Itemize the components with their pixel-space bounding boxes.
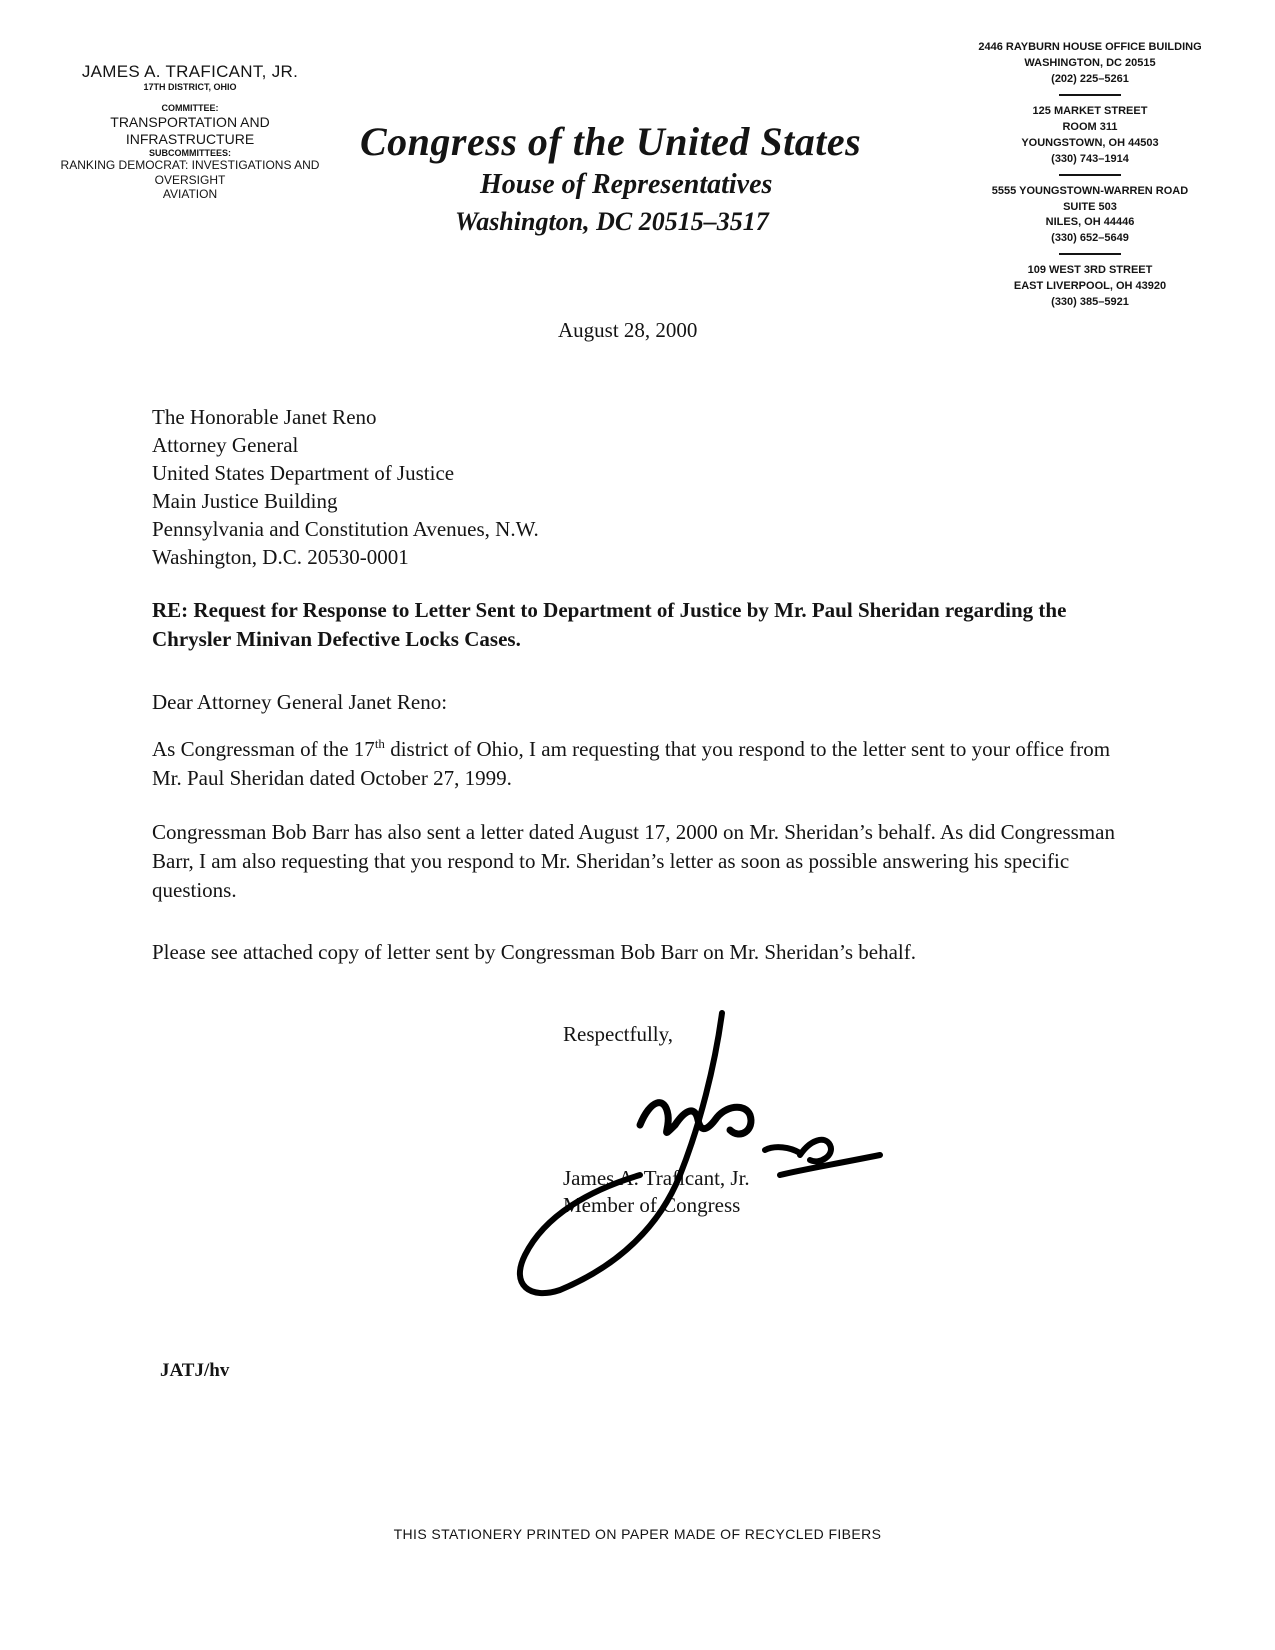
letterhead-house: House of Representatives — [480, 169, 773, 200]
body-paragraph-2: Congressman Bob Barr has also sent a letter dated August 17, 2000 on Mr. Sheridan’s behalf. As did Congressman Barr, I am also requesting that you respond to Mr. Sheridan’s letter as soon as possible answering his specific questions. — [152, 820, 1115, 902]
office-youngstown — [940, 104, 1240, 168]
office-line: 109 WEST 3RD STREET — [1027, 264, 1153, 277]
footer-note: THIS STATIONERY PRINTED ON PAPER MADE OF RECYCLED FIBERS — [393, 1526, 882, 1542]
body-paragraph-3: Please see attached copy of letter sent by Congressman Bob Barr on Mr. Sheridan’s behalf. — [152, 940, 916, 964]
office-line: 125 MARKET STREET — [1032, 104, 1148, 117]
office-line: WASHINGTON, DC 20515 — [1024, 56, 1156, 69]
subject-line: RE: Request for Response to Letter Sent to Department of Justice by Mr. Paul Sheridan regarding the Chrysler Minivan Defective Locks Cases. — [152, 598, 1067, 652]
typist-initials: JATJ/hv — [160, 1360, 230, 1381]
salutation: Dear Attorney General Janet Reno: — [152, 690, 448, 714]
recipient-line: Pennsylvania and Constitution Avenues, N.W. — [152, 516, 539, 541]
committee-name: TRANSPORTATION AND INFRASTRUCTURE — [110, 113, 270, 147]
signer-title: Member of Congress — [563, 1193, 741, 1218]
office-line: (330) 743–1914 — [1051, 152, 1129, 165]
office-line: SUITE 503 — [1063, 200, 1117, 213]
letterhead-title: Congress of the United States — [360, 119, 862, 164]
office-divider — [1059, 253, 1121, 255]
office-washington — [940, 40, 1240, 88]
member-block — [50, 62, 330, 202]
signer-name: James A. Traficant, Jr. — [563, 1166, 750, 1190]
office-niles — [940, 184, 1240, 248]
body-paragraph-1 — [152, 735, 1132, 793]
office-line: NILES, OH 44446 — [1045, 216, 1135, 229]
ordinal-suffix: th — [374, 736, 385, 751]
office-line: (330) 652–5649 — [1051, 232, 1129, 245]
para1-text-end: district of Ohio, I am requesting that you respond to the letter sent to your office from Mr. Paul Sheridan dated October 27, 1999. — [152, 737, 1111, 790]
recipient-line: Attorney General — [152, 432, 299, 457]
subcommittees-label: SUBCOMMITTEES: — [149, 147, 231, 158]
member-district: 17TH DISTRICT, OHIO — [143, 82, 237, 93]
recipient-address — [152, 404, 539, 572]
closing: Respectfully, — [563, 1022, 674, 1046]
office-line: (330) 385–5921 — [1051, 296, 1129, 309]
letter-date: August 28, 2000 — [558, 318, 698, 342]
handwritten-signature — [500, 1005, 920, 1305]
office-east-liverpool — [940, 263, 1240, 311]
office-line: YOUNGSTOWN, OH 44503 — [1021, 136, 1159, 149]
office-line: (202) 225–5261 — [1051, 72, 1129, 85]
office-divider — [1059, 94, 1121, 96]
office-divider — [1059, 174, 1121, 176]
office-line: EAST LIVERPOOL, OH 43920 — [1013, 280, 1167, 293]
office-line: 5555 YOUNGSTOWN-WARREN ROAD — [991, 184, 1189, 197]
office-line: 2446 RAYBURN HOUSE OFFICE BUILDING — [978, 41, 1202, 53]
recipient-line: The Honorable Janet Reno — [152, 405, 377, 429]
subcommittee-2: AVIATION — [162, 187, 218, 202]
member-name: JAMES A. TRAFICANT, JR. — [81, 62, 299, 81]
letterhead-title-block — [360, 118, 920, 237]
office-line: ROOM 311 — [1062, 120, 1118, 133]
letterhead-city: Washington, DC 20515–3517 — [455, 207, 769, 236]
office-addresses — [940, 40, 1240, 311]
subcommittee-1: RANKING DEMOCRAT: INVESTIGATIONS AND OVERSIGHT — [60, 158, 320, 187]
recipient-line: United States Department of Justice — [152, 460, 455, 485]
committee-label: COMMITTEE: — [161, 103, 219, 114]
para1-text-start: As Congressman of the 17 — [152, 737, 375, 761]
recipient-line: Washington, D.C. 20530-0001 — [152, 544, 409, 569]
recipient-line: Main Justice Building — [152, 488, 338, 513]
